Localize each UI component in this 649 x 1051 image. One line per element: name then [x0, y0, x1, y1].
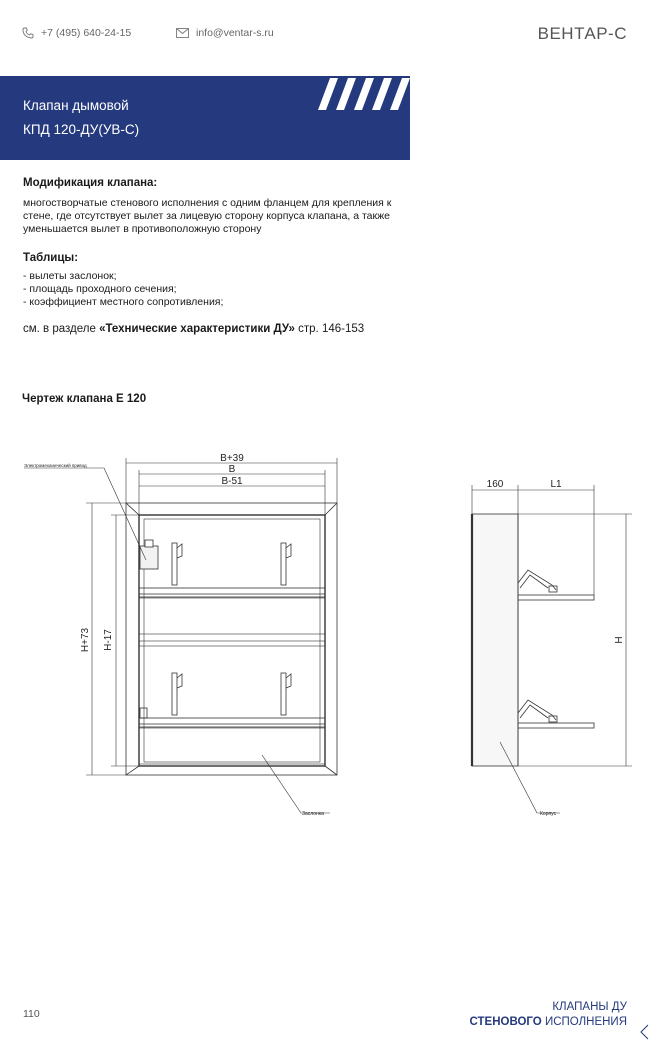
- front-flange-outline: [126, 503, 337, 775]
- product-model: КПД 120-ДУ(УВ-С): [23, 122, 140, 137]
- side-body: [472, 514, 518, 766]
- blade-upper: [139, 588, 325, 597]
- side-blade-lower: [518, 723, 594, 728]
- front-inner-outline: [144, 519, 320, 762]
- reference-pages: стр. 146-153: [294, 323, 365, 335]
- reference-prefix: см. в разделе: [23, 323, 100, 335]
- page-number: 110: [23, 1008, 40, 1020]
- dim-b39: B+39: [220, 453, 244, 464]
- tables-heading: Таблицы:: [23, 252, 79, 264]
- phone-number: +7 (495) 640-24-15: [41, 27, 132, 39]
- description: [23, 177, 423, 335]
- modification-text: многостворчатые стенового исполнения с одним фланцем для крепления к стене, где отсутствует вылет за лицевую сторону корпуса клапана, а также уменьшается вылет в противоположную сторону: [23, 197, 392, 235]
- drawing-title: Чертеж клапана Е 120: [22, 393, 147, 405]
- label-body: Корпус: [540, 811, 557, 817]
- dim-h17: H-17: [103, 629, 114, 651]
- tables-list: [23, 270, 423, 309]
- corner-decoration: [638, 1024, 649, 1040]
- footer-line1: КЛАПАНЫ ДУ: [552, 1001, 627, 1013]
- title-banner: [0, 76, 410, 160]
- email-contact[interactable]: [176, 27, 274, 39]
- valve-drawing: [0, 440, 649, 830]
- envelope-icon: [176, 28, 189, 38]
- dim-h: H: [614, 636, 625, 644]
- reference-line: [23, 323, 423, 335]
- side-blade-upper: [518, 595, 594, 600]
- list-item: - вылеты заслонок;: [23, 270, 117, 282]
- section-footer: [470, 1000, 628, 1030]
- dim-l1: L1: [550, 479, 562, 490]
- stripes-decoration: [318, 78, 410, 110]
- footer-line2-bold: СТЕНОВОГО: [469, 1016, 542, 1028]
- product-type: Клапан дымовой: [23, 98, 129, 113]
- dim-b: B: [228, 464, 236, 475]
- dim-b51: B-51: [221, 476, 243, 487]
- list-item: - коэффициент местного сопротивления;: [23, 296, 224, 308]
- actuator-box: [140, 546, 158, 569]
- modification-heading: Модификация клапана:: [23, 177, 158, 189]
- phone-contact[interactable]: [22, 27, 131, 39]
- page-header: [0, 24, 649, 44]
- email-address: info@ventar-s.ru: [196, 27, 274, 39]
- label-drive: Электромеханический привод: [24, 463, 87, 468]
- footer-line2-rest: ИСПОЛНЕНИЯ: [541, 1016, 627, 1028]
- dim-160: 160: [486, 479, 504, 490]
- blade-lower: [139, 718, 325, 727]
- brand-name: ВЕНТАР-С: [537, 24, 627, 43]
- list-item: - площадь проходного сечения;: [23, 283, 177, 295]
- front-body-outline: [139, 515, 325, 766]
- label-blade: Заслонка: [302, 811, 324, 817]
- phone-icon: [22, 27, 34, 39]
- dim-h73: H+73: [80, 627, 91, 653]
- reference-section: «Технические характеристики ДУ»: [99, 323, 295, 335]
